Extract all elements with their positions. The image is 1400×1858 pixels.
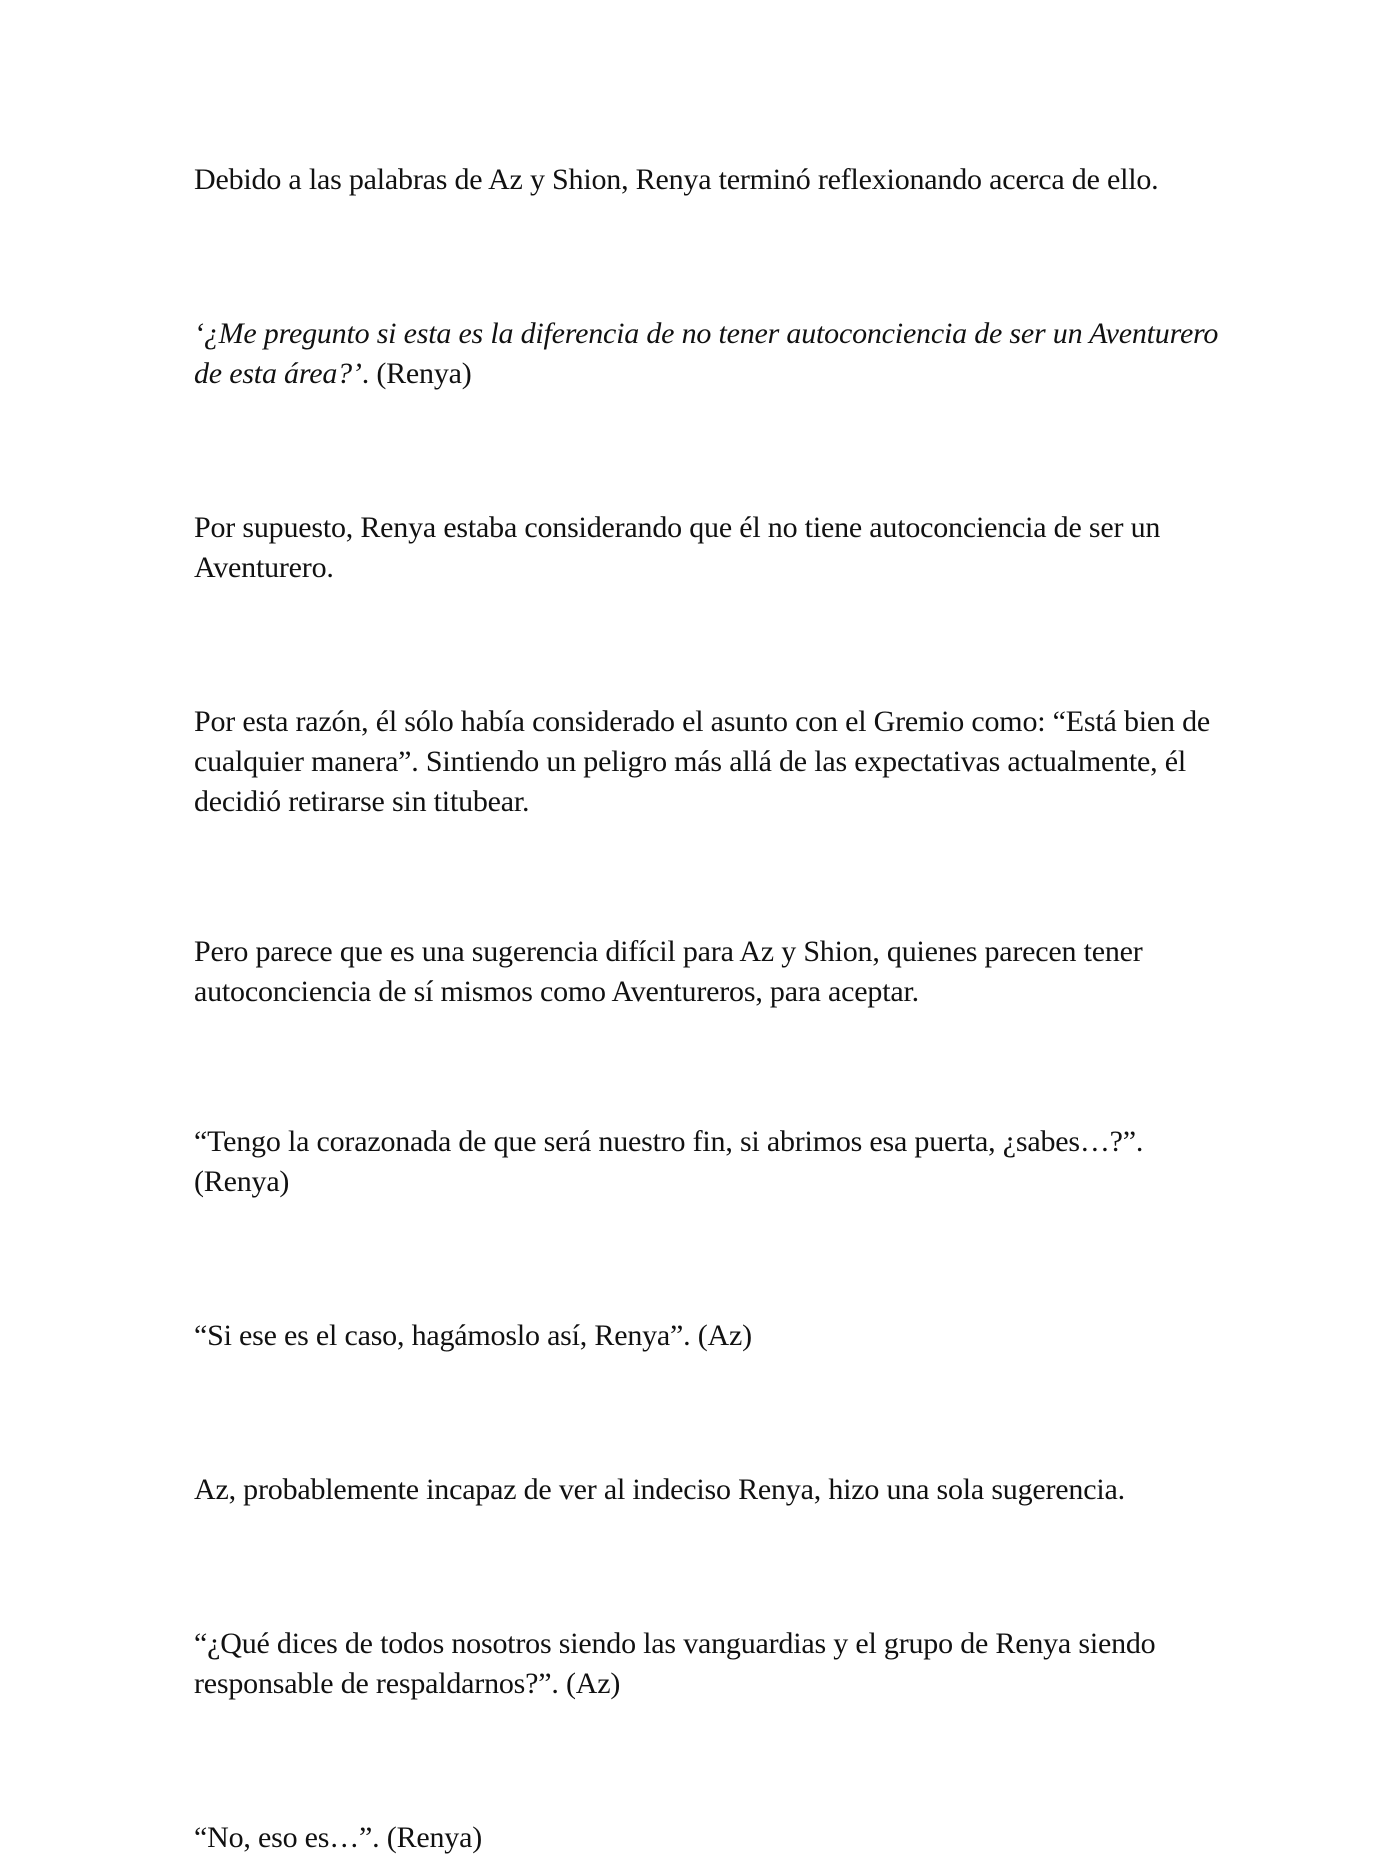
- paragraph-5: Pero parece que es una sugerencia difícil para Az y Shion, quienes parecen tener autoconciencia de sí mismos como Aventureros, para aceptar.: [194, 935, 1143, 1008]
- paragraph-2-italic-thought: ‘¿Me pregunto si esta es la diferencia de no tener autoconciencia de ser un Aventurero de esta área?’: [194, 317, 1219, 390]
- paragraph-4: Por esta razón, él sólo había considerado el asunto con el Gremio como: “Está bien de cualquier manera”. Sintiendo un peligro más allá de las expectativas actualmente, él decidió retirarse sin titubear.: [194, 705, 1211, 818]
- paragraph-7: “Si ese es el caso, hagámoslo así, Renya”. (Az): [194, 1319, 752, 1352]
- paragraph-6: “Tengo la corazonada de que será nuestro fin, si abrimos esa puerta, ¿sabes…?”. (Renya): [194, 1125, 1144, 1198]
- paragraph-2: [194, 314, 1224, 394]
- paragraph-10: “No, eso es…”. (Renya): [194, 1821, 482, 1854]
- paragraph-3: Por supuesto, Renya estaba considerando que él no tiene autoconciencia de ser un Aventurero.: [194, 511, 1161, 584]
- paragraph-9: “¿Qué dices de todos nosotros siendo las vanguardias y el grupo de Renya siendo responsable de respaldarnos?”. (Az): [194, 1627, 1156, 1700]
- document-body: [194, 160, 1224, 1858]
- paragraph-2-speaker: . (Renya): [361, 357, 472, 390]
- paragraph-8: Az, probablemente incapaz de ver al indeciso Renya, hizo una sola sugerencia.: [194, 1473, 1125, 1506]
- paragraph-1: Debido a las palabras de Az y Shion, Renya terminó reflexionando acerca de ello.: [194, 163, 1159, 196]
